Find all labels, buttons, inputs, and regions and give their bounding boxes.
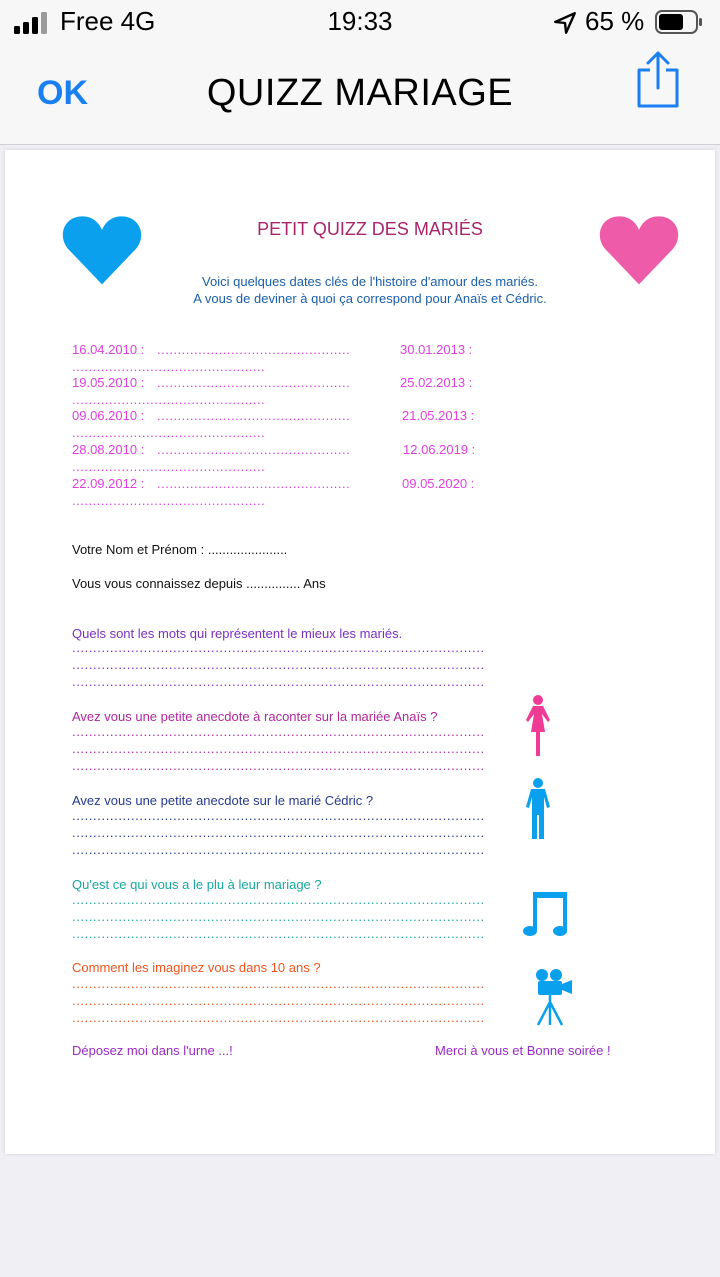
location-arrow-icon [552, 10, 578, 36]
music-note-icon [523, 888, 569, 938]
answer-line: .................................................................................................. [72, 926, 485, 941]
ok-button[interactable]: OK [37, 74, 88, 112]
date-dots: ............................................... [72, 392, 266, 407]
answer-line: .................................................................................................. [72, 674, 485, 689]
date-dots: ............................................... [72, 493, 266, 508]
date-dots: ............................................... [157, 442, 351, 457]
answer-line: .................................................................................................. [72, 842, 485, 857]
answer-line: .................................................................................................. [72, 640, 485, 655]
date-right-2: 25.02.2013 : [400, 375, 473, 390]
answer-line: .................................................................................................. [72, 657, 485, 672]
answer-line: .................................................................................................. [72, 808, 485, 823]
question-4: Qu'est ce qui vous a le plu à leur mariage ? [72, 877, 322, 892]
share-icon[interactable] [632, 48, 684, 110]
date-dots: ............................................... [157, 408, 351, 423]
carrier-label: Free 4G [60, 6, 156, 36]
date-left-5: 22.09.2012 : [72, 476, 145, 491]
answer-line: .................................................................................................. [72, 741, 485, 756]
date-dots: ............................................... [157, 375, 351, 390]
question-2: Avez vous une petite anecdote à raconter sur la mariée Anaïs ? [72, 709, 438, 724]
status-bar [0, 0, 720, 46]
date-right-3: 21.05.2013 : [402, 408, 475, 423]
intro-line-2: A vous de deviner à quoi ça correspond pour Anaïs et Cédric. [193, 291, 547, 306]
date-dots: ............................................... [72, 425, 266, 440]
date-left-4: 28.08.2010 : [72, 442, 145, 457]
date-dots: ............................................... [72, 359, 266, 374]
battery-icon [655, 10, 703, 34]
answer-line: .................................................................................................. [72, 993, 485, 1008]
date-right-1: 30.01.2013 : [400, 342, 473, 357]
movie-camera-icon [532, 968, 574, 1026]
footer-right-text: Merci à vous et Bonne soirée ! [435, 1043, 611, 1058]
answer-line: .................................................................................................. [72, 909, 485, 924]
clock: 19:33 [327, 6, 393, 36]
date-dots: ............................................... [157, 476, 351, 491]
man-silhouette-icon [523, 777, 553, 841]
answer-line: .................................................................................................. [72, 724, 485, 739]
date-right-4: 12.06.2019 : [403, 442, 476, 457]
date-left-1: 16.04.2010 : [72, 342, 145, 357]
question-5: Comment les imaginez vous dans 10 ans ? [72, 960, 321, 975]
known-since-label: Vous vous connaissez depuis ............... Ans [72, 576, 326, 591]
page-title: QUIZZ MARIAGE [206, 72, 514, 114]
battery-percentage: 65 % [585, 6, 645, 36]
intro-line-1: Voici quelques dates clés de l'histoire d'amour des mariés. [202, 274, 538, 289]
date-left-3: 09.06.2010 : [72, 408, 145, 423]
answer-line: .................................................................................................. [72, 1010, 485, 1025]
question-1: Quels sont les mots qui représentent le mieux les mariés. [72, 626, 403, 641]
footer-left-text: Déposez moi dans l'urne ...! [72, 1043, 233, 1058]
question-3: Avez vous une petite anecdote sur le marié Cédric ? [72, 793, 374, 808]
answer-line: .................................................................................................. [72, 892, 485, 907]
answer-line: .................................................................................................. [72, 976, 485, 991]
name-field-label: Votre Nom et Prénom : ...................... [72, 542, 288, 557]
answer-line: .................................................................................................. [72, 825, 485, 840]
answer-line: .................................................................................................. [72, 758, 485, 773]
date-dots: ............................................... [72, 459, 266, 474]
date-left-2: 19.05.2010 : [72, 375, 145, 390]
woman-silhouette-icon [523, 694, 553, 758]
date-dots: ............................................... [157, 342, 351, 357]
quiz-document [5, 150, 715, 1154]
date-right-5: 09.05.2020 : [402, 476, 475, 491]
navigation-bar [0, 46, 720, 145]
document-title: PETIT QUIZZ DES MARIÉS [257, 219, 483, 239]
